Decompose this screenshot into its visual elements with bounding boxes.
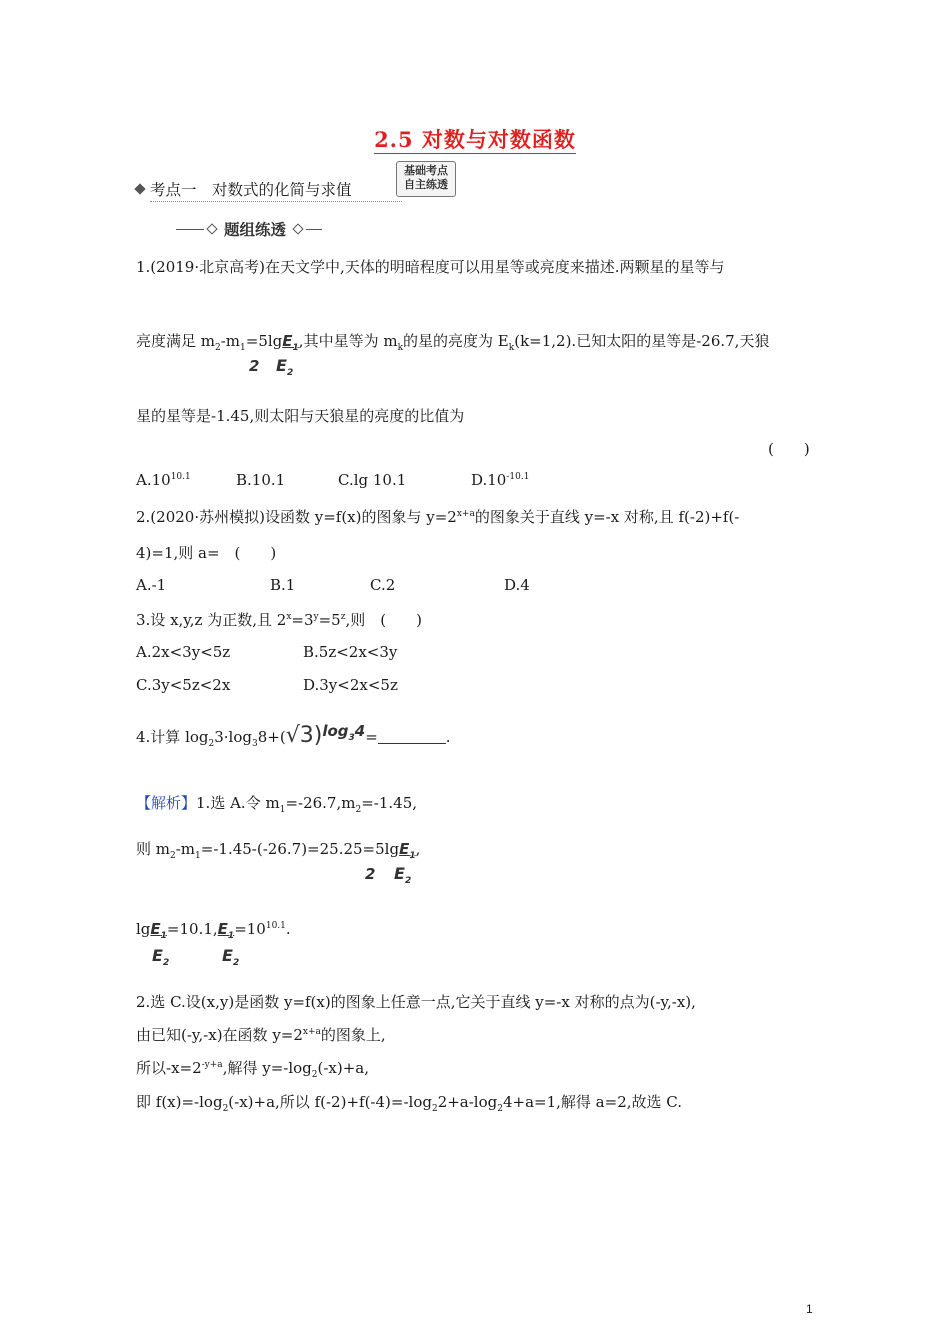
q2-line1: 2.(2020·苏州模拟)设函数 y=f(x)的图象与 $y=2^{x+a}$的图象关于直线 y=-x 对称,且 f(-2)+f(- <box>136 508 740 526</box>
solution-label: 【解析】 <box>136 794 197 812</box>
page-number: 1 <box>806 1302 813 1316</box>
q3-option-c: C.3y<5z<2x <box>136 676 231 694</box>
fraction-numerator: $E_1$ <box>282 332 299 353</box>
sqrt-three: √3) <box>285 723 323 748</box>
page-title: 2.5 对数与对数函数 <box>374 127 576 152</box>
fraction-half-denominator: 2 <box>365 865 376 883</box>
fraction-denominator: $E_2$ <box>222 946 240 969</box>
solution-line3: $\lg E_1=10.1,E_1=10^{10.1}$. <box>136 920 291 941</box>
q3-option-d: D.3y<2x<5z <box>303 676 398 694</box>
q1-line3: 星的星等是-1.45,则太阳与天狼星的亮度的比值为 <box>136 407 465 425</box>
q2-line2: 4)=1,则 a= ( ) <box>136 544 277 562</box>
q1-option-c: C.lg 10.1 <box>338 471 407 489</box>
diamond-outline-icon <box>206 223 217 234</box>
answer-blank <box>378 729 446 744</box>
fraction-denominator: $E_2$ <box>394 864 412 887</box>
q2-option-c: C.2 <box>370 576 396 594</box>
q4-line: 4.计算 $\log_23\cdot\log_38+(√3)\log_34=$ . <box>136 722 451 749</box>
q1-option-a: $A.10^{10.1}$ <box>136 471 191 489</box>
fraction-half-denominator: 2 <box>249 357 260 375</box>
q1-answer-paren: ( ) <box>768 440 810 458</box>
q2-option-d: D.4 <box>504 576 530 594</box>
diamond-bullet-icon <box>134 183 145 194</box>
q2-option-a: A.-1 <box>136 576 167 594</box>
q3-line1: 3.设 x,y,z 为正数,且 $2^x=3^y=5^z$,则 ( ) <box>136 611 422 629</box>
diamond-outline-icon <box>292 223 303 234</box>
q1-option-d: $D.10^{-10.1}$ <box>471 471 530 489</box>
q3-option-b: B.5z<2x<3y <box>303 643 398 661</box>
solution2-line1: 2.选 C.设(x,y)是函数 y=f(x)的图象上任意一点,它关于直线 y=-x 对称的点为(-y,-x), <box>136 993 696 1011</box>
solution-line1: 【解析】1.选 A.令 $m_1=-26.7,m_2=-1.45$, <box>136 794 418 815</box>
solution2-line2: 由已知(-y,-x)在函数 $y=2^{x+a}$的图象上, <box>136 1026 386 1044</box>
solution-line2: 则 $m_2-m_1=-1.45-(-26.7)=25.25=5\lg E_1$, <box>136 840 421 861</box>
group-heading: 题组练透 <box>176 218 322 240</box>
section-badge: 基础考点 自主练透 <box>396 161 456 197</box>
q1-line1: 1.(2019·北京高考)在天文学中,天体的明暗程度可以用星等或亮度来描述.两颗星的星等与 <box>136 258 725 276</box>
q2-option-b: B.1 <box>270 576 296 594</box>
fraction-denominator: $E_2$ <box>152 946 170 969</box>
q3-option-a: A.2x<3y<5z <box>136 643 231 661</box>
q1-line2: 亮度满足 $m_2-m_1=5\lg E_1$,其中星等为 $m_k$的星的亮度为 $E_k(k=1,2)$.已知太阳的星等是-26.7,天狼 <box>136 332 770 353</box>
q1-option-b: B.10.1 <box>236 471 286 489</box>
fraction-denominator: $E_2$ <box>276 356 294 379</box>
solution2-line4: 即 $f(x)=-\log_2(-x)+a$,所以 $f(-2)+f(-4)=-\log_22+a-\log_24+a=1$,解得 a=2,故选 C. <box>136 1093 682 1114</box>
section-heading: 考点一 对数式的化简与求值 <box>136 178 402 202</box>
log-exponent: $\log_34$ <box>322 722 366 743</box>
solution2-line3: 所以$-x=2^{-y+a}$,解得 $y=-\log_2(-x)+a$, <box>136 1059 370 1080</box>
